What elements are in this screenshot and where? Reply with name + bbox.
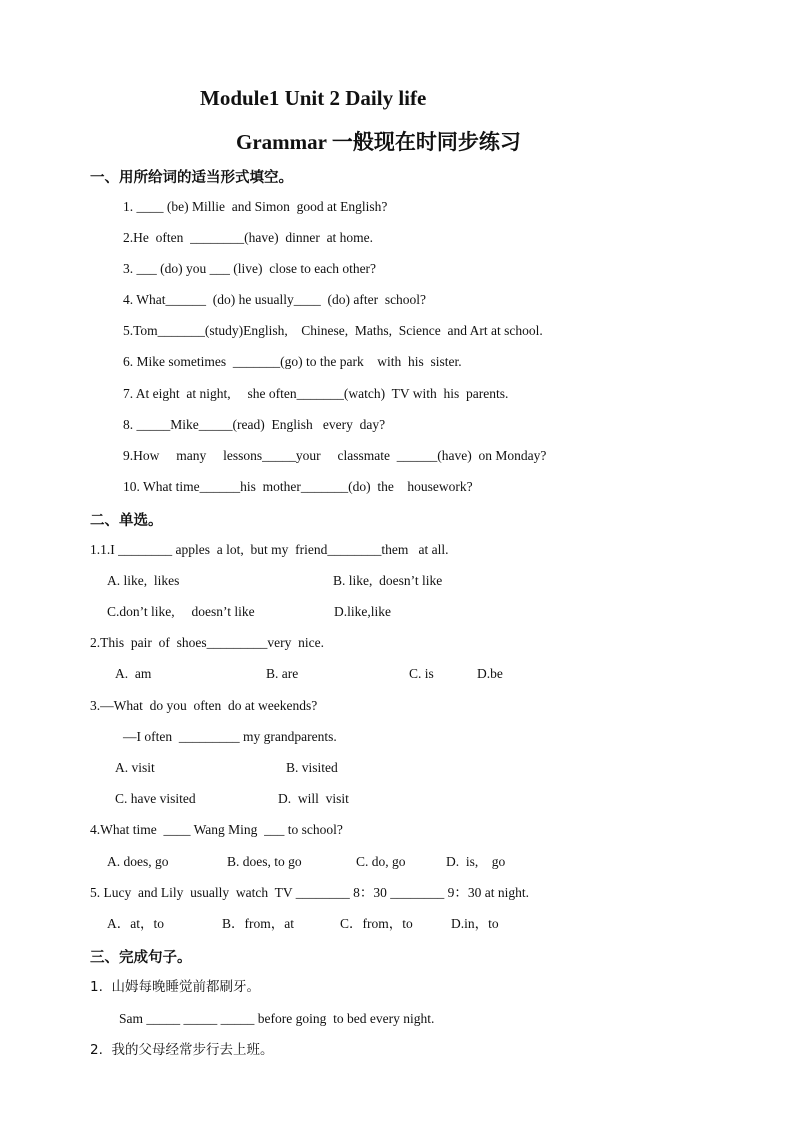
exercise-item: 2.He often ________(have) dinner at home. bbox=[123, 230, 374, 245]
exercise-item: 6. Mike sometimes _______(go) to the park with his sister. bbox=[123, 354, 462, 369]
exercise-item: 4. What______ (do) he usually____ (do) after school? bbox=[123, 292, 427, 307]
section-heading: 三、完成句子。 bbox=[90, 950, 192, 966]
option-c: C. is bbox=[409, 666, 434, 681]
option-d: D.like,like bbox=[334, 604, 391, 619]
question-english: Sam _____ _____ _____ before going to bed every night. bbox=[119, 1011, 435, 1026]
option-c: C.don’t like, doesn’t like bbox=[107, 604, 255, 619]
exercise-item: 10. What time______his mother_______(do) the housework? bbox=[123, 479, 473, 494]
option-b: B. are bbox=[266, 666, 299, 681]
exercise-item: 9.How many lessons_____your classmate ______(have) on Monday? bbox=[123, 448, 547, 463]
option-b: B. like, doesn’t like bbox=[333, 573, 443, 588]
option-c: C. have visited bbox=[115, 791, 196, 806]
option-d: D.be bbox=[477, 666, 503, 681]
section-heading: 一、用所给词的适当形式填空。 bbox=[90, 170, 293, 186]
option-b: B．from，at bbox=[222, 916, 294, 931]
option-a: A. does, go bbox=[107, 854, 169, 869]
option-d: D.in，to bbox=[451, 916, 499, 931]
exercise-item: 3. ___ (do) you ___ (live) close to each other? bbox=[123, 261, 377, 276]
option-d: D. is, go bbox=[446, 854, 506, 869]
question-chinese: 2. 我的父母经常步行去上班。 bbox=[90, 1042, 274, 1058]
question-reply: —I often _________ my grandparents. bbox=[123, 729, 337, 744]
option-a: A. like, likes bbox=[107, 573, 180, 588]
section-heading: 二、单选。 bbox=[90, 513, 163, 529]
option-a: A. am bbox=[115, 666, 152, 681]
exercise-item: 8. _____Mike_____(read) English every day? bbox=[123, 417, 386, 432]
option-b: B. visited bbox=[286, 760, 338, 775]
option-a: A. visit bbox=[115, 760, 155, 775]
option-c: C. do, go bbox=[356, 854, 406, 869]
question-stem: 1.1.I ________ apples a lot, but my friend________them at all. bbox=[90, 542, 449, 557]
question-stem: 4.What time ____ Wang Ming ___ to school? bbox=[90, 822, 343, 837]
option-b: B. does, to go bbox=[227, 854, 302, 869]
question-stem: 3.—What do you often do at weekends? bbox=[90, 698, 318, 713]
option-c: C．from，to bbox=[340, 916, 413, 931]
option-d: D. will visit bbox=[278, 791, 349, 806]
question-chinese: 1. 山姆每晚睡觉前都刷牙。 bbox=[90, 979, 260, 995]
question-stem: 2.This pair of shoes_________very nice. bbox=[90, 635, 324, 650]
title-line-2: Grammar 一般现在时同步练习 bbox=[236, 130, 521, 154]
exercise-item: 1. ____ (be) Millie and Simon good at English? bbox=[123, 199, 388, 214]
exercise-item: 5.Tom_______(study)English, Chinese, Maths, Science and Art at school. bbox=[123, 323, 543, 338]
title-line-1: Module1 Unit 2 Daily life bbox=[200, 86, 427, 110]
question-stem: 5. Lucy and Lily usually watch TV ________ 8：30 ________ 9：30 at night. bbox=[90, 885, 529, 900]
exercise-item: 7. At eight at night, she often_______(watch) TV with his parents. bbox=[123, 386, 509, 401]
option-a: A．at，to bbox=[107, 916, 164, 931]
